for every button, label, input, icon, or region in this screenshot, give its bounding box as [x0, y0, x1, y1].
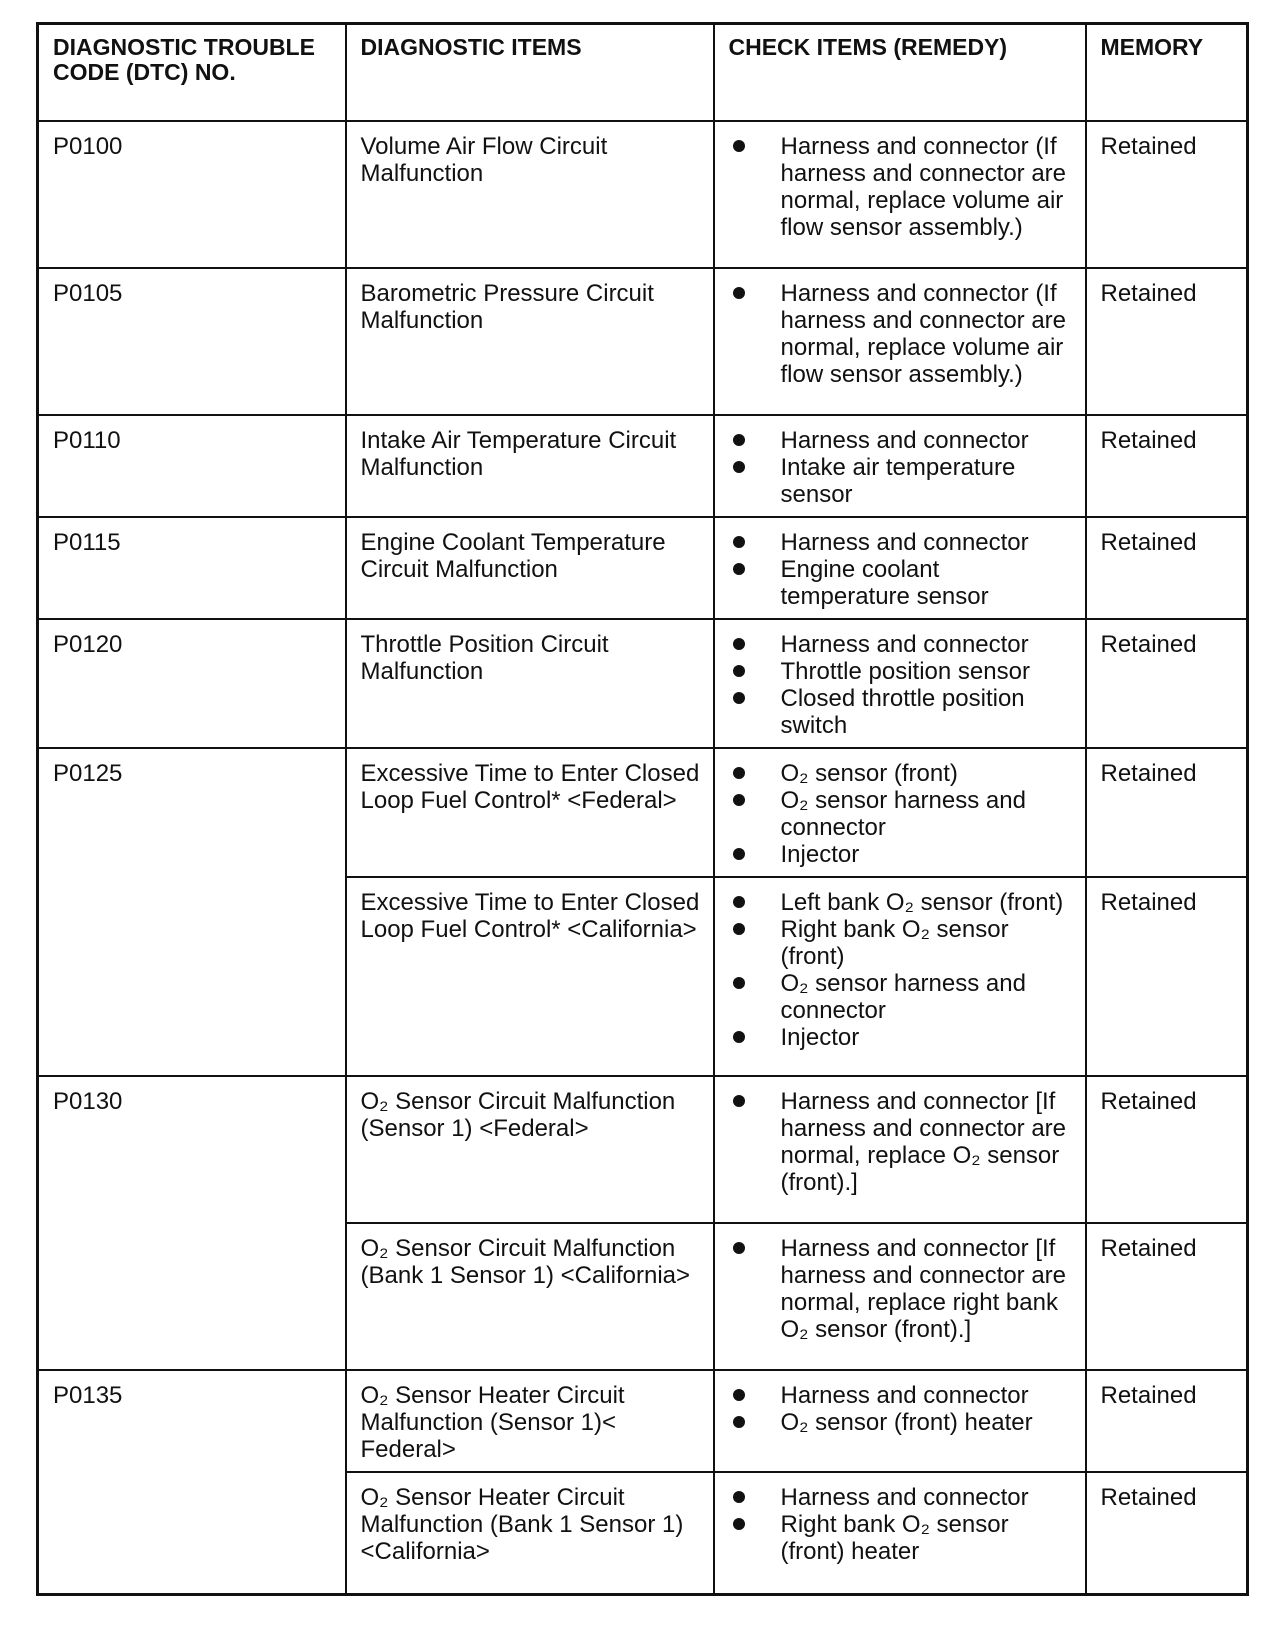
memory-status: Retained [1086, 268, 1248, 415]
check-item: Injector [729, 841, 1073, 868]
dtc-table [36, 22, 1249, 1596]
check-item: Harness and connector [729, 427, 1073, 454]
memory-status: Retained [1086, 1076, 1248, 1223]
check-item: Harness and connector [729, 1382, 1073, 1409]
check-item: Harness and connector (If harness and connector are normal, replace volume air flow sensor assembly.) [729, 280, 1073, 388]
check-item: Right bank O₂ sensor (front) [729, 916, 1073, 970]
check-item: Closed throttle position switch [729, 685, 1073, 739]
header-row [38, 24, 1248, 122]
header-dtc-code: DIAGNOSTIC TROUBLE CODE (DTC) NO. [38, 24, 346, 122]
memory-status: Retained [1086, 1472, 1248, 1594]
check-item: O₂ sensor (front) heater [729, 1409, 1073, 1436]
memory-status: Retained [1086, 1223, 1248, 1370]
check-items [714, 268, 1086, 415]
table-row [38, 1370, 1248, 1472]
diagnostic-item: Intake Air Temperature Circuit Malfunction [346, 415, 714, 517]
header-check-items: CHECK ITEMS (REMEDY) [714, 24, 1086, 122]
memory-status: Retained [1086, 121, 1248, 268]
table-row [38, 748, 1248, 877]
table-row [38, 415, 1248, 517]
dtc-code: P0100 [38, 121, 346, 268]
check-item: Right bank O₂ sensor (front) heater [729, 1511, 1073, 1565]
table-row [38, 121, 1248, 268]
memory-status: Retained [1086, 1370, 1248, 1472]
check-items [714, 877, 1086, 1076]
check-item: Throttle position sensor [729, 658, 1073, 685]
memory-status: Retained [1086, 748, 1248, 877]
check-items [714, 1472, 1086, 1594]
diagnostic-item: Throttle Position Circuit Malfunction [346, 619, 714, 748]
diagnostic-item: O₂ Sensor Circuit Malfunction (Sensor 1) <Federal> [346, 1076, 714, 1223]
diagnostic-item: Volume Air Flow Circuit Malfunction [346, 121, 714, 268]
diagnostic-item: Excessive Time to Enter Closed Loop Fuel Control* <California> [346, 877, 714, 1076]
header-memory: MEMORY [1086, 24, 1248, 122]
check-item: Harness and connector (If harness and connector are normal, replace volume air flow sensor assembly.) [729, 133, 1073, 241]
dtc-code: P0130 [38, 1076, 346, 1370]
diagnostic-item: Barometric Pressure Circuit Malfunction [346, 268, 714, 415]
check-item: Intake air temperature sensor [729, 454, 1073, 508]
check-items [714, 1223, 1086, 1370]
diagnostic-item: O₂ Sensor Circuit Malfunction (Bank 1 Sensor 1) <California> [346, 1223, 714, 1370]
check-item: O₂ sensor harness and connector [729, 970, 1073, 1024]
diagnostic-item: O₂ Sensor Heater Circuit Malfunction (Sensor 1)< Federal> [346, 1370, 714, 1472]
dtc-code: P0135 [38, 1370, 346, 1594]
check-items [714, 1076, 1086, 1223]
check-item: Harness and connector [If harness and connector are normal, replace O₂ sensor (front).] [729, 1088, 1073, 1196]
memory-status: Retained [1086, 517, 1248, 619]
dtc-code: P0125 [38, 748, 346, 1076]
check-items [714, 1370, 1086, 1472]
dtc-table-page [36, 22, 1246, 1596]
table-row [38, 517, 1248, 619]
table-row [38, 268, 1248, 415]
check-item: Harness and connector [If harness and connector are normal, replace right bank O₂ sensor (front).] [729, 1235, 1073, 1343]
check-item: O₂ sensor harness and connector [729, 787, 1073, 841]
memory-status: Retained [1086, 619, 1248, 748]
dtc-code: P0120 [38, 619, 346, 748]
check-item: Harness and connector [729, 1484, 1073, 1511]
check-item: O₂ sensor (front) [729, 760, 1073, 787]
dtc-code: P0110 [38, 415, 346, 517]
check-items [714, 619, 1086, 748]
header-diagnostic-items: DIAGNOSTIC ITEMS [346, 24, 714, 122]
check-items [714, 121, 1086, 268]
dtc-code: P0115 [38, 517, 346, 619]
diagnostic-item: Engine Coolant Temperature Circuit Malfunction [346, 517, 714, 619]
memory-status: Retained [1086, 877, 1248, 1076]
table-row [38, 1076, 1248, 1223]
table-row [38, 619, 1248, 748]
check-item: Injector [729, 1024, 1073, 1051]
check-items [714, 415, 1086, 517]
memory-status: Retained [1086, 415, 1248, 517]
check-items [714, 748, 1086, 877]
dtc-code: P0105 [38, 268, 346, 415]
check-item: Harness and connector [729, 631, 1073, 658]
check-item: Harness and connector [729, 529, 1073, 556]
check-item: Left bank O₂ sensor (front) [729, 889, 1073, 916]
check-items [714, 517, 1086, 619]
diagnostic-item: O₂ Sensor Heater Circuit Malfunction (Bank 1 Sensor 1) <California> [346, 1472, 714, 1594]
diagnostic-item: Excessive Time to Enter Closed Loop Fuel Control* <Federal> [346, 748, 714, 877]
check-item: Engine coolant temperature sensor [729, 556, 1073, 610]
